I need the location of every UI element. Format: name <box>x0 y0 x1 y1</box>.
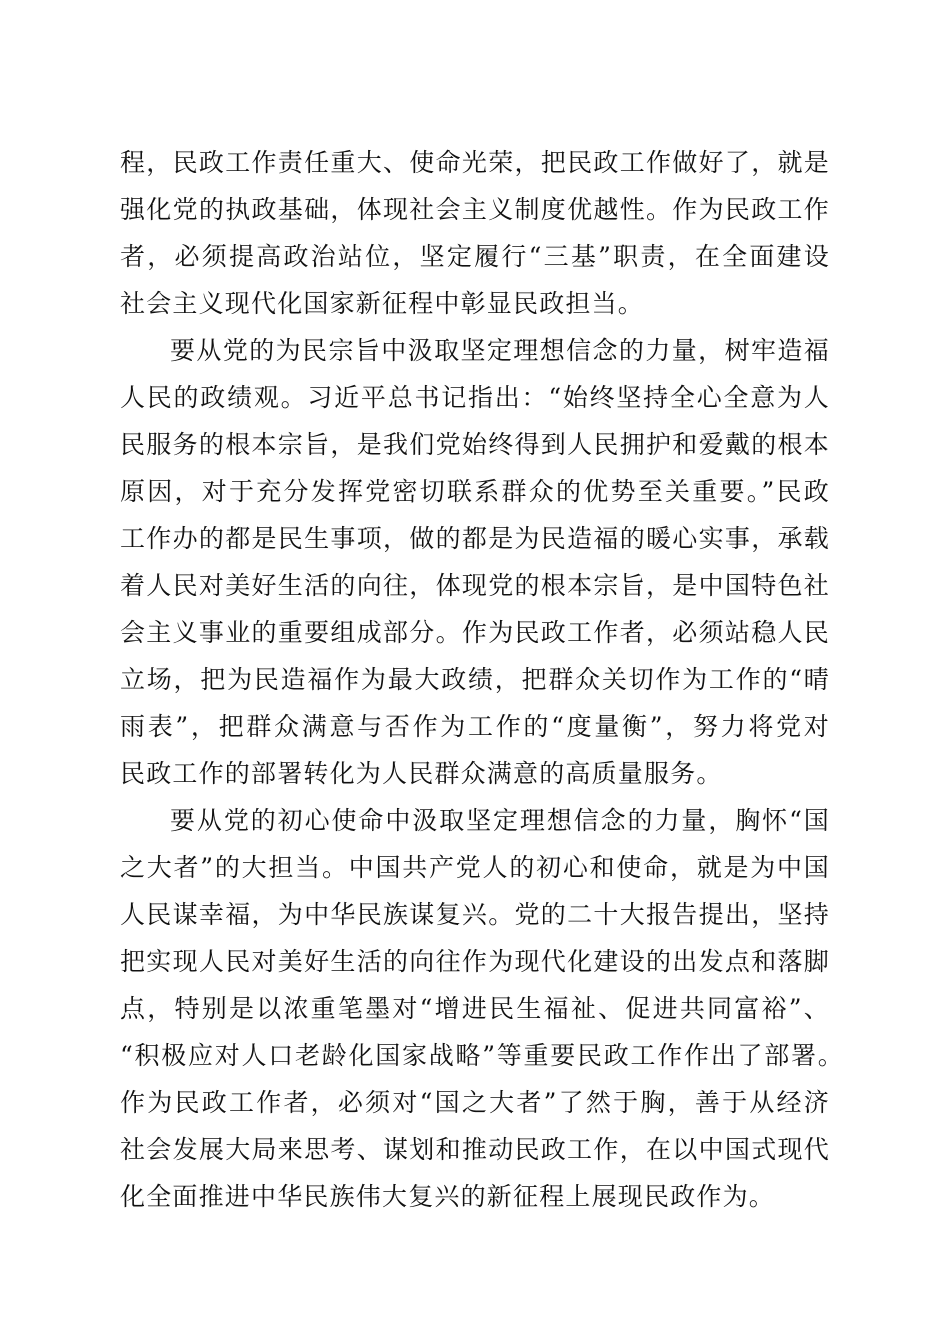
text-line: 社会主义现代化国家新征程中彰显民政担当。 <box>120 289 645 318</box>
text-line: 社会发展大局来思考、谋划和推动民政工作，在以中国式现代 <box>120 1135 830 1164</box>
paragraph-1 <box>120 139 830 327</box>
text-line: 程，民政工作责任重大、使命光荣，把民政工作做好了，就是 <box>120 148 830 177</box>
text-line: “积极应对人口老龄化国家战略”等重要民政工作作出了部署。 <box>120 1041 844 1070</box>
text-line: 要从党的为民宗旨中汲取坚定理想信念的力量，树牢造福 <box>170 336 830 365</box>
text-line: 雨表”，把群众满意与否作为工作的“度量衡”，努力将党对 <box>120 712 830 741</box>
text-line: 会主义事业的重要组成部分。作为民政工作者，必须站稳人民 <box>120 618 830 647</box>
paragraph-2 <box>120 327 830 797</box>
text-line: 点，特别是以浓重笔墨对“增进民生福祉、促进共同富裕”、 <box>120 994 830 1023</box>
text-line: 者，必须提高政治站位，坚定履行“三基”职责，在全面建设 <box>120 242 830 271</box>
text-line: 着人民对美好生活的向往，体现党的根本宗旨，是中国特色社 <box>120 571 830 600</box>
text-line: 人民谋幸福，为中华民族谋复兴。党的二十大报告提出，坚持 <box>120 900 830 929</box>
text-line: 要从党的初心使命中汲取坚定理想信念的力量，胸怀“国 <box>170 806 830 835</box>
text-line: 强化党的执政基础，体现社会主义制度优越性。作为民政工作 <box>120 195 830 224</box>
text-line: 之大者”的大担当。中国共产党人的初心和使命，就是为中国 <box>120 853 830 882</box>
document-body <box>120 139 844 1220</box>
text-line: 把实现人民对美好生活的向往作为现代化建设的出发点和落脚 <box>120 947 830 976</box>
text-line: 民服务的根本宗旨，是我们党始终得到人民拥护和爱戴的根本 <box>120 430 830 459</box>
text-line: 民政工作的部署转化为人民群众满意的高质量服务。 <box>120 759 723 788</box>
text-line: 原因，对于充分发挥党密切联系群众的优势至关重要。”民政 <box>120 477 830 506</box>
paragraph-3 <box>120 797 844 1220</box>
text-line: 作为民政工作者，必须对“国之大者”了然于胸，善于从经济 <box>120 1088 830 1117</box>
text-line: 人民的政绩观。习近平总书记指出：“始终坚持全心全意为人 <box>120 383 830 412</box>
text-line: 立场，把为民造福作为最大政绩，把群众关切作为工作的“晴 <box>120 665 830 694</box>
text-line: 化全面推进中华民族伟大复兴的新征程上展现民政作为。 <box>120 1182 776 1211</box>
text-line: 工作办的都是民生事项，做的都是为民造福的暖心实事，承载 <box>120 524 830 553</box>
